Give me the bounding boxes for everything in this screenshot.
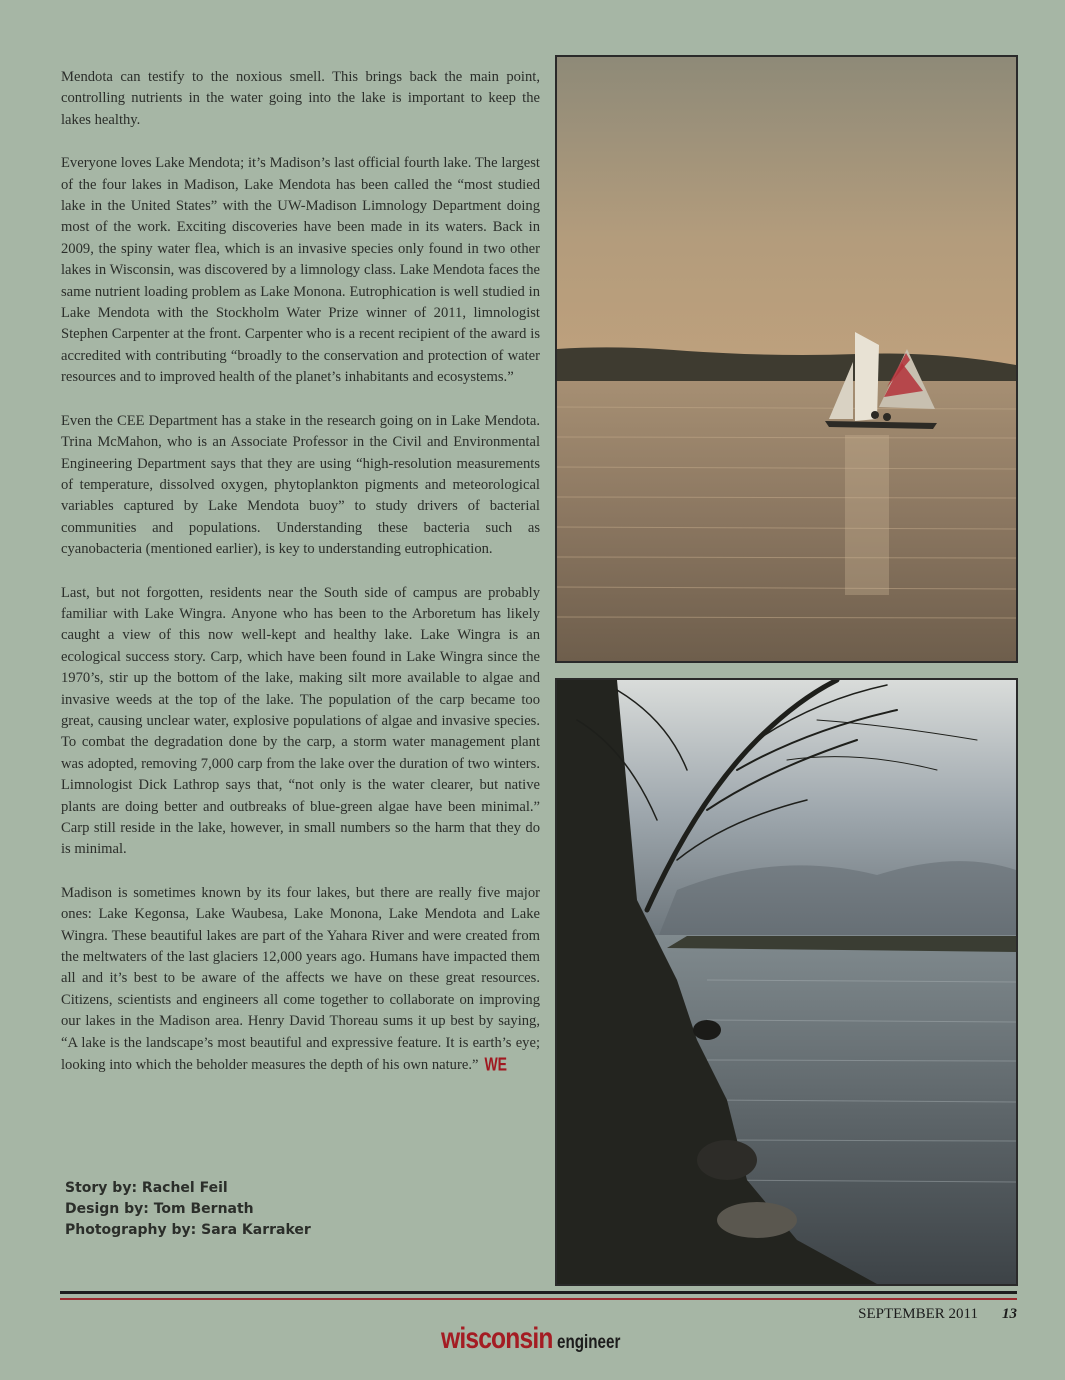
article-paragraph-text: Madison is sometimes known by its four lakes, but there are really five major ones: Lake Kegonsa, Lake Waubesa, Lake Monona, Lake Mendota and Lake Wingra. These beautiful lakes are part of the Yahara River and were created from the meltwaters of the last glaciers 12,000 years ago. Humans have impacted them all and it’s best to be aware of the affects we have on these great resources. Citizens, scientists and engineers all come together to collaborate on improving our lakes in the Madison area. Henry David Thoreau sums it up best by saying, “A lake is the landscape’s most beautiful and expressive feature. It is earth’s eye; looking into which the beholder measures the depth of his own nature.” (61, 884, 540, 1074)
issue-date: SEPTEMBER 2011 (858, 1306, 978, 1322)
story-credit: Story by: Rachel Feil (65, 1180, 228, 1196)
article-paragraph: Even the CEE Department has a stake in the research going on in Lake Mendota. Trina McMahon, who is an Associate Professor in the Civil and Environmental Engineering Department says that they are using “high-resolution measurements of temperature, dissolved oxygen, phytoplankton pigments and meteorological variables captured by Lake Mendota buoy” to study drivers of bacterial communities and populations. Understanding these bacteria such as cyanobacteria (mentioned earlier), is key to understanding eutrophication. (61, 412, 540, 558)
sailboat-photo (555, 55, 1018, 663)
sailboat-photo-image (557, 57, 1016, 661)
article-paragraph: Everyone loves Lake Mendota; it’s Madison’s last official fourth lake. The largest of the four lakes in Madison, Lake Mendota has been called the “most studied lake in the United States” with the UW-Madison Limnology Department doing most of the work. Exciting discoveries have been made in its waters. Back in 2009, the spiny water flea, which is an invasive species only found in two other lakes in Wisconsin, was discovered by a limnology class. Lake Mendota faces the same nutrient loading problem as Lake Monona. Eutrophication is well studied in Lake Mendota with the Stockholm Water Prize winner of 2011, limnologist Stephen Carpenter at the front. Carpenter who is a recent recipient of the award is accredited with contributing “broadly to the conservation and protection of water resources and to improved health of the planet’s inhabitants and ecosystems.” (61, 155, 540, 386)
page-number: 13 (1002, 1306, 1017, 1322)
footer-rule (60, 1291, 1017, 1294)
masthead-logo (441, 1322, 636, 1356)
end-mark-logo: WE (484, 1053, 508, 1075)
masthead-wisconsin: wisconsin (441, 1322, 553, 1355)
article-paragraph: Last, but not forgotten, residents near the South side of campus are probably familiar with Lake Wingra. Anyone who has been to the Arboretum has likely caught a view of this now well-kept and healthy lake. Lake Wingra is an ecological success story. Carp, which have been found in Lake Wingra since the 1970’s, stir up the bottom of the lake, making silt more available to algae and invasive weeds at the top of the lake. The population of the carp became too great, causing unclear water, explosive populations of algae and invasive species. To combat the degradation done by the carp, a storm water management plant was adopted, removing 7,000 carp from the lake over the duration of two winters. Limnologist Dick Lathrop says that, “not only is the water clearer, but native plants are doing better and outbreaks of blue-green algae have been minimal.” Carp still reside in the lake, however, in small numbers so the harm that they do is minimal. (61, 584, 540, 858)
article-paragraph: Mendota can testify to the noxious smell. This brings back the main point, controlling nutrients in the water going into the lake is important to keep the lakes healthy. (61, 69, 540, 128)
masthead-engineer: engineer (557, 1332, 621, 1353)
article-column (61, 67, 540, 1098)
lake-wingra-photo (555, 678, 1018, 1286)
photography-credit: Photography by: Sara Karraker (65, 1222, 311, 1238)
page-folio (858, 1306, 1017, 1323)
credits (65, 1178, 311, 1241)
design-credit: Design by: Tom Bernath (65, 1201, 254, 1217)
article-paragraph-last (61, 883, 540, 1077)
footer-accent-rule (60, 1298, 1017, 1300)
lake-wingra-photo-image (557, 680, 1016, 1284)
